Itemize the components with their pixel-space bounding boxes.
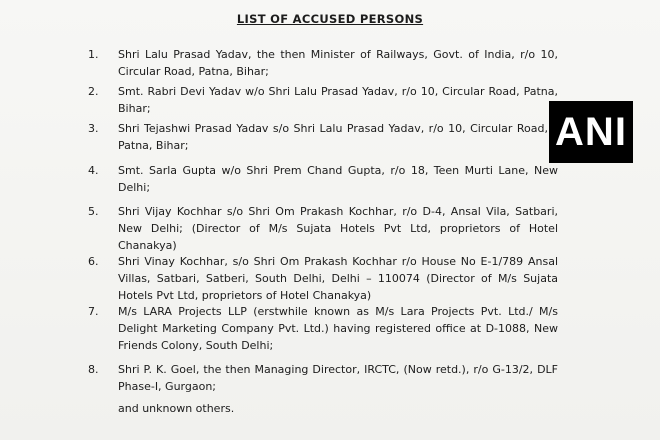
item-number: 6. xyxy=(88,255,99,268)
footer-text: and unknown others. xyxy=(118,402,235,415)
item-number: 4. xyxy=(88,164,99,177)
ani-logo: ANI xyxy=(549,101,633,163)
item-number: 3. xyxy=(88,122,99,135)
item-number: 5. xyxy=(88,205,99,218)
item-text: Shri Lalu Prasad Yadav, the then Minister of Railways, Govt. of India, r/o 10, Circular Road, Patna, Bihar; xyxy=(118,48,558,78)
item-text: Shri P. K. Goel, the then Managing Director, IRCTC, (Now retd.), r/o G-13/2, DLF Phase-I, Gurgaon; xyxy=(118,363,558,393)
item-number: 7. xyxy=(88,305,99,318)
item-text: Smt. Rabri Devi Yadav w/o Shri Lalu Prasad Yadav, r/o 10, Circular Road, Patna, Bihar; xyxy=(118,85,558,115)
item-number: 1. xyxy=(88,48,99,61)
document-title: LIST OF ACCUSED PERSONS xyxy=(236,12,424,26)
item-text: Shri Vinay Kochhar, s/o Shri Om Prakash Kochhar r/o House No E-1/789 Ansal Villas, Satbari, Satberi, South Delhi, Delhi – 110074 (Director of M/s Sujata Hotels Pvt Ltd, proprietors of Hotel Chanakya) xyxy=(118,255,558,302)
item-text: M/s LARA Projects LLP (erstwhile known as M/s Lara Projects Pvt. Ltd./ M/s Delight Marketing Company Pvt. Ltd.) having registered office at D-1088, New Friends Colony, South Delhi; xyxy=(118,305,558,352)
item-number: 2. xyxy=(88,85,99,98)
item-text: Shri Tejashwi Prasad Yadav s/o Shri Lalu Prasad Yadav, r/o 10, Circular Road, Patna, Bihar; xyxy=(118,122,548,152)
item-text: Shri Vijay Kochhar s/o Shri Om Prakash Kochhar, r/o D-4, Ansal Vila, Satbari, New Delhi; (Director of M/s Sujata Hotels Pvt Ltd, proprietors of Hotel Chanakya) xyxy=(118,205,558,252)
item-text: Smt. Sarla Gupta w/o Shri Prem Chand Gupta, r/o 18, Teen Murti Lane, New Delhi; xyxy=(118,164,558,194)
item-number: 8. xyxy=(88,363,99,376)
